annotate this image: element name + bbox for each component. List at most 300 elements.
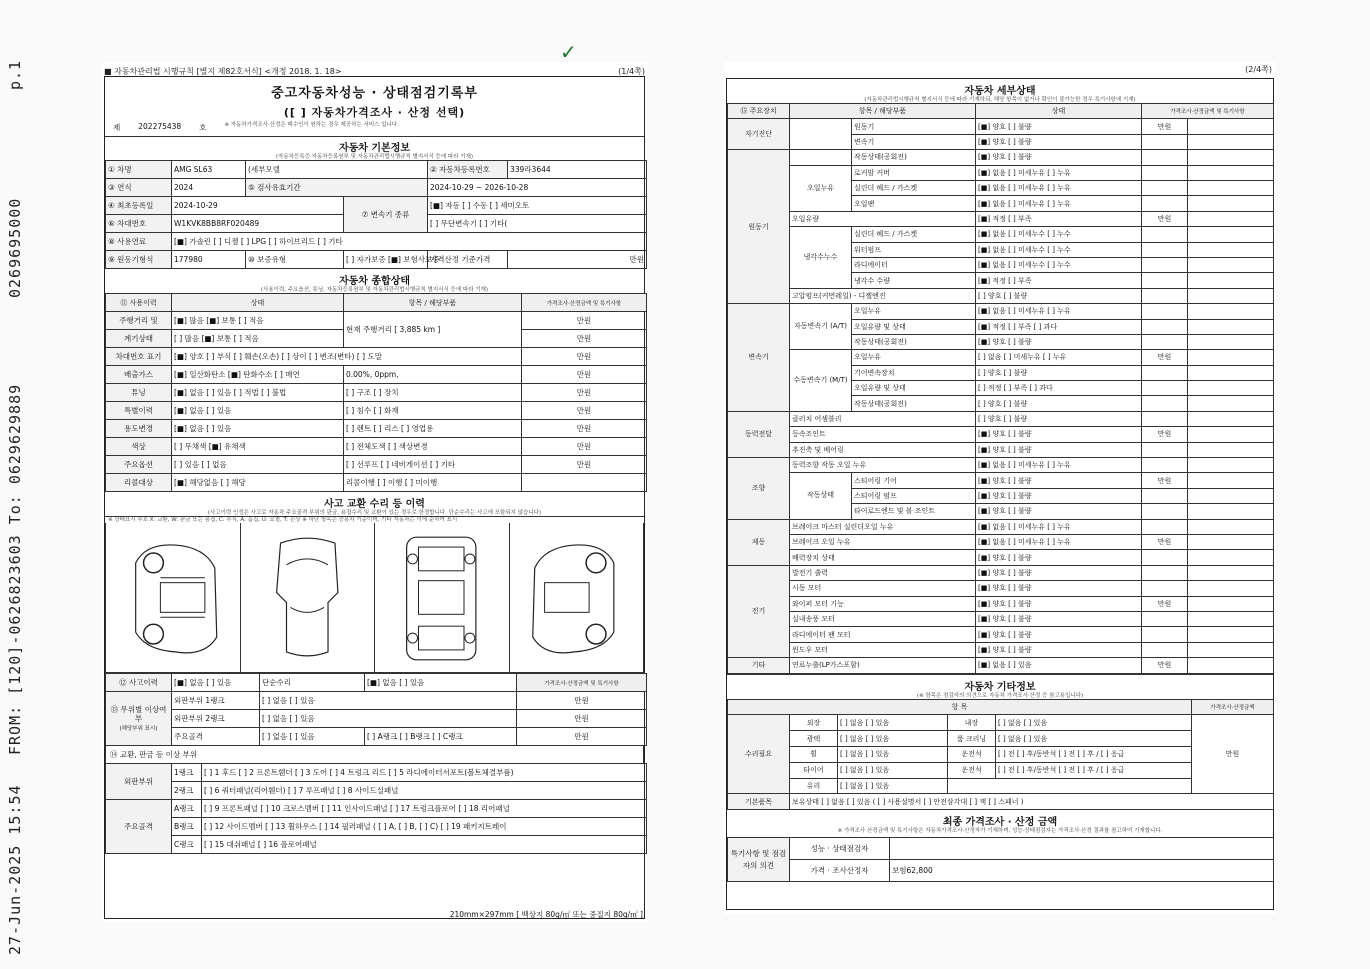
exchange-title: ⑭ 교환, 판금 등 이상 부위 [105,746,644,763]
detail-state: [■] 양호 [ ] 불량 [976,642,1142,657]
detail-table [727,103,1274,673]
final-title: 최종 가격조사 · 산정 금액 [942,817,1058,829]
car-front-view-icon [241,523,375,672]
other-header: 항 목 [728,699,1192,715]
detail-note-cell [1188,550,1274,565]
detail-unit [1142,442,1188,457]
row-item: [ ] 렌트 [ ] 리스 [ ] 영업용 [344,420,522,438]
detail-state: [■] 없음 [ ] 미세누유 [ ] 누유 [976,304,1142,319]
detail-item: 작동상태(공회전) [852,396,976,411]
detail-note-cell [1188,211,1274,226]
row-label: 용도변경 [106,420,172,438]
form-subtitle: ([ ] 자동차가격조사 · 산정 선택) [283,106,466,119]
title-block [105,77,644,133]
detail-unit [1142,381,1188,396]
exchange-group: 외판부위 [106,764,172,800]
repair-a-state: [ ] 없음 [ ] 있음 [838,778,948,794]
detail-item: 오일누유 [852,304,976,319]
detail-state: [■] 양호 [ ] 불량 [976,565,1142,580]
basic-info-title: 자동차 기본정보 [338,143,411,154]
basic-info-note: (자동차등록증·자동차등록원부 및 자동차관리법시행규칙 별지서식 등에 따라 기재) [275,154,474,160]
table-row [728,211,1274,226]
fax-from-to: FROM: [120]-0626823603 To: 0629629889 [6,383,24,755]
row-unit: 만원 [522,438,647,456]
row-label: 주요옵션 [106,456,172,474]
detail-unit [1142,181,1188,196]
detail-unit [1142,611,1188,626]
accident-history-state: [■] 없음 [ ] 있음 [172,674,260,692]
detail-state: [■] 없음 [ ] 미세누유 [ ] 누유 [976,519,1142,534]
detail-sub: 실내송풍 모터 [790,611,976,626]
opinion-row-value [890,838,1274,860]
warranty-options: [ ] 자가보증 [■] 보험사보증 [344,251,428,269]
table-row [728,565,1274,580]
detail-unit [1142,519,1188,534]
detail-group: 원동기 [728,150,790,304]
panel-rank2-unit: 만원 [517,710,647,728]
exchange-group: 주요골격 [106,800,172,854]
fax-margin [0,0,40,969]
exchange-items: [ ] 1 후드 [ ] 2 프론트휀더 [ ] 3 도어 [ ] 4 트렁크 리드 [ ] 5 라디에이터서포트(볼트체결부품) [202,764,647,782]
fuel-label: ⑧ 사용연료 [106,233,172,251]
panel-rank1-label: 외판부위 1랭크 [172,692,260,710]
table-row [728,658,1274,673]
detail-state: [■] 없음 [ ] 미세누수 [ ] 누수 [976,257,1142,272]
table-row [728,715,1274,731]
detail-unit [1142,134,1188,149]
table-row [728,519,1274,534]
exchange-items: [ ] 9 프론트패널 [ ] 10 크로스멤버 [ ] 11 인사이드패널 [ ] 17 트렁크플로어 [ ] 18 리어패널 [202,800,647,818]
repair-a-label: 광택 [790,731,838,747]
detail-sub: 동력조향 작동 오일 누유 [790,458,976,473]
row-unit: 만원 [522,366,647,384]
engine-label: ⑨ 원동기형식 [106,251,172,269]
detail-unit [1142,458,1188,473]
detail-unit [1142,581,1188,596]
detail-unit [1142,488,1188,503]
car-name-label: ① 차명 [106,161,172,179]
detail-item: 로커암 커버 [852,165,976,180]
detail-note-cell [1188,273,1274,288]
table-row [728,411,1274,426]
detail-unit: 만원 [1142,350,1188,365]
detail-item: 실린더 헤드 / 가스켓 [852,181,976,196]
detail-sub: 오일유량 [790,211,976,226]
row-label: 특별이력 [106,402,172,420]
reg-number-label: ② 자동차등록번호 [428,161,508,179]
panel-rank1-state: [ ] 없음 [ ] 있음 [260,692,517,710]
detail-sub: 브레이크 마스터 실린더오일 누유 [790,519,976,534]
detail-state: [■] 양호 [ ] 불량 [976,427,1142,442]
basic-items: 보유상태 [ ] 없음 [ ] 있음 ( [ ] 사용설명서 [ ] 안전삼각대 [ ] 잭 [ ] 스패너 ) [790,794,1274,810]
year-value: 2024 [172,179,246,197]
page-1-footer: 210mm×297mm [ 백상지 80g/㎡ 또는 중질지 80g/㎡ ] [449,910,643,919]
frame-state: [ ] 없음 [ ] 있음 [260,728,365,746]
detail-unit [1142,642,1188,657]
detail-sub: 연료누출(LP가스포함) [790,658,976,673]
detail-group: 전기 [728,565,790,657]
detail-item: 오일유량 및 상태 [852,381,976,396]
detail-header-device: ⑮ 주요장치 [728,104,790,119]
detail-state: [■] 양호 [ ] 불량 [976,611,1142,626]
detail-unit [1142,627,1188,642]
detail-unit [1142,242,1188,257]
detail-note-cell [1188,642,1274,657]
page-2 [724,62,1276,914]
table-row [106,474,647,492]
detail-note-cell [1188,427,1274,442]
detail-note-cell [1188,181,1274,196]
reg-number: 339라3644 [508,161,647,179]
detail-note-cell [1188,581,1274,596]
detail-note-cell [1188,334,1274,349]
detail-sub: 시동 모터 [790,581,976,596]
detail-group: 자기진단 [728,119,790,150]
doc-number-row [105,122,644,133]
detail-unit [1142,304,1188,319]
detail-unit [1142,411,1188,426]
repair-b-state: [ ] 없음 [ ] 있음 [996,731,1192,747]
row-label: 리콜대상 [106,474,172,492]
inspection-period-label: ⑤ 검사유효기간 [246,179,428,197]
detail-note-cell [1188,165,1274,180]
detail-unit: 만원 [1142,211,1188,226]
row-item: [ ] 구조 [ ] 장치 [344,384,522,402]
frame-label: 주요골격 [172,728,260,746]
detail-state: [■] 양호 [ ] 불량 [976,627,1142,642]
table-row [728,119,1274,134]
detail-note-cell [1188,458,1274,473]
exchange-rank: B랭크 [172,818,202,836]
detail-unit [1142,365,1188,380]
detail-state: [ ] 적정 [ ] 부족 [ ] 과다 [976,381,1142,396]
summary-header-state: 상태 [172,294,344,312]
detail-item: 기어변속장치 [852,365,976,380]
other-note: (※ 항목은 점검자의 의견으로 자동차 가격조사·산정 등 참고용입니다) [916,692,1084,699]
vin-value: W1KVK8BB8RF020489 [172,215,344,233]
accident-note: (사고이력 인정은 사고로 자동차 주요골격 부위의 판금, 용접수리 및 교환이 있는 경우로 한정합니다. 단순수리는 사고에 포함되지 않습니다) [207,510,542,517]
detail-state: [■] 양호 [ ] 불량 [976,119,1142,134]
table-row [106,800,647,818]
detail-state: [■] 없음 [ ] 미세누유 [ ] 누유 [976,196,1142,211]
page-number: (1/4쪽) [618,67,645,76]
repair-b-state: [ ] 없음 [ ] 있음 [996,715,1192,731]
detail-sub: 작동상태 [790,473,852,519]
detail-group: 동력전달 [728,411,790,457]
row-state: [■] 양호 [ ] 부식 [ ] 훼손(오손) [ ] 상이 [ ] 변조(변타) [ ] 도말 [172,348,522,366]
table-row [728,473,1274,488]
detail-unit [1142,565,1188,580]
repair-b-label: 운전석 [948,746,996,762]
form-2-body [726,78,1274,910]
detail-state: [ ] 양호 [ ] 불량 [976,288,1142,303]
detail-note-cell [1188,134,1274,149]
table-row [106,836,647,854]
inspection-period: 2024-10-29 ~ 2026-10-28 [428,179,647,197]
exchange-rank: 2랭크 [172,782,202,800]
detail-group: 기타 [728,658,790,673]
detail-note-cell [1188,627,1274,642]
detail-unit: 만원 [1142,596,1188,611]
detail-unit [1142,334,1188,349]
detail-item: 라디에이터 [852,257,976,272]
detail-note-cell [1188,288,1274,303]
first-reg-label: ④ 최초등록일 [106,197,172,215]
detail-item: 타이로드엔드 및 볼 조인트 [852,504,976,519]
detail-note-cell [1188,504,1274,519]
simple-repair-state: [■] 없음 [ ] 있음 [365,674,517,692]
accident-history-label: ⑫ 사고이력 [106,674,172,692]
opinion-table [727,837,1274,882]
detail-sub: 오일누유 [790,165,852,211]
accident-note-header: 가격조사·산정금액 및 특기사항 [517,674,647,692]
repair-a-label: 휠 [790,746,838,762]
row-label: 차대번호 표기 [106,348,172,366]
car-top-view-icon [375,523,509,672]
page-1 [102,40,647,922]
table-row [106,251,647,269]
table-row [106,197,647,215]
row-item: 0.00%, 0ppm, [344,366,522,384]
detail-note-cell [1188,411,1274,426]
repair-b-state: [ ] 전 [ ] 후/동반석 [ ] 전 [ ] 후 / [ ] 응급 [996,746,1192,762]
part-status-sub: (해당부위 표시) [119,725,158,732]
summary-header-note: 가격조사·산정금액 및 특기사항 [522,294,647,312]
form-reference: ■ 자동차관리법 시행규칙 [별지 제82호서식] <개정 2018. 1. 18> [104,67,342,76]
detail-note-cell [1188,227,1274,242]
detail-state: [■] 없음 [ ] 미세누수 [ ] 누수 [976,227,1142,242]
detail-sub [790,119,852,150]
detail-note-cell [1188,534,1274,549]
row-state: [■] 없음 [ ] 있음 [ ] 적법 [ ] 불법 [172,384,344,402]
vin-label: ⑥ 차대번호 [106,215,172,233]
fuel-options: [■] 가솔린 [ ] 디젤 [ ] LPG [ ] 하이브리드 [ ] 기타 [172,233,647,251]
detail-state: [■] 양호 [ ] 불량 [976,550,1142,565]
table-row [728,150,1274,165]
frame-rank-options: [ ] A랭크 [ ] B랭크 [ ] C랭크 [365,728,517,746]
row-unit: 만원 [522,330,647,348]
detail-note-cell [1188,304,1274,319]
doc-number: 202275438 [138,122,182,131]
detail-item: 변속기 [852,134,976,149]
car-left-view [106,523,241,672]
detail-item: 작동상태(공회전) [852,334,976,349]
table-header-row [106,294,647,312]
detail-state: [■] 적정 [ ] 부족 [976,273,1142,288]
exchange-items: [ ] 6 쿼터패널(리어휀더) [ ] 7 루프패널 [ ] 8 사이드실패널 [202,782,647,800]
detail-note-cell [1188,442,1274,457]
detail-sub: 발전기 출력 [790,565,976,580]
car-name: AMG SL63 [172,161,246,179]
table-row [728,304,1274,319]
row-unit: 만원 [522,312,647,330]
repair-group: 수리필요 [728,715,790,794]
detail-sub: 등속조인트 [790,427,976,442]
detail-note-cell [1188,119,1274,134]
detail-item: 스티어링 펌프 [852,488,976,503]
doc-number-suffix: 호 [199,123,207,132]
panel-rank2-state: [ ] 없음 [ ] 있음 [260,710,517,728]
row-label: 색상 [106,438,172,456]
detail-note-cell [1188,196,1274,211]
table-row [728,550,1274,565]
other-table [727,699,1274,811]
detail-header-item: 항목 / 해당부품 [790,104,976,119]
row-item: [ ] 전체도색 [ ] 색상변경 [344,438,522,456]
exchange-table [105,763,647,854]
row-state: [■] 일산화탄소 [■] 탄화수소 [ ] 매연 [172,366,344,384]
detail-unit [1142,550,1188,565]
detail-unit [1142,257,1188,272]
detail-item: 작동상태(공회전) [852,150,976,165]
detail-group: 변속기 [728,304,790,412]
price-unit: 만원 [508,251,647,269]
table-row [106,438,647,456]
price-label: 가격산정 기준가격 [428,251,508,269]
detail-item: 오일유량 및 상태 [852,319,976,334]
row-state: [■] 많음 [■] 보통 [ ] 적음 [172,312,344,330]
doc-note: ※ 자동차가격조사·산정은 매수인이 원하는 경우 제공하는 서비스 입니다. [224,122,399,128]
detail-unit: 만원 [1142,119,1188,134]
detail-sub: 자동변속기 (A/T) [790,304,852,350]
detail-state: [ ] 없음 [ ] 미세누유 [ ] 누유 [976,350,1142,365]
detail-state: [ ] 양호 [ ] 불량 [976,396,1142,411]
detail-note-cell [1188,365,1274,380]
table-row [106,728,647,746]
detail-sub: 수동변속기 (M/T) [790,350,852,412]
exchange-rank: 1랭크 [172,764,202,782]
accident-title: 사고 교환 수리 등 이력 [324,499,425,511]
detail-note-cell [1188,611,1274,626]
repair-a-state: [ ] 없음 [ ] 있음 [838,715,948,731]
detail-state: [■] 양호 [ ] 불량 [976,334,1142,349]
detail-state: [■] 양호 [ ] 불량 [976,134,1142,149]
table-row [728,227,1274,242]
row-unit: 만원 [522,384,647,402]
transmission-label: ⑦ 변속기 종류 [344,197,428,233]
detail-state: [■] 적정 [ ] 부족 [976,211,1142,226]
row-unit: 만원 [522,348,647,366]
summary-header-item: 항목 / 해당부품 [344,294,522,312]
detail-item: 오일팬 [852,196,976,211]
repair-a-state: [ ] 없음 [ ] 있음 [838,762,948,778]
detail-unit [1142,165,1188,180]
table-row [728,642,1274,657]
detail-unit [1142,319,1188,334]
detail-unit: 만원 [1142,534,1188,549]
detail-note-cell [1188,473,1274,488]
detail-state: [■] 없음 [ ] 미세누유 [ ] 누유 [976,534,1142,549]
detail-sub: 배력장치 상태 [790,550,976,565]
detail-note-cell [1188,150,1274,165]
detail-unit [1142,504,1188,519]
detail-item: 오일누유 [852,350,976,365]
detail-model: (세부모델 [246,161,428,179]
table-row [728,165,1274,180]
repair-empty [948,778,1192,794]
simple-repair-label: 단순수리 [260,674,365,692]
table-row [728,794,1274,810]
table-row [106,179,647,197]
row-unit: 만원 [522,456,647,474]
repair-a-label: 외장 [790,715,838,731]
frame-unit: 만원 [517,728,647,746]
detail-state: [■] 양호 [ ] 불량 [976,488,1142,503]
detail-item: 스티어링 기어 [852,473,976,488]
row-item: [ ] 침수 [ ] 화재 [344,402,522,420]
detail-header-state: 상태 [976,104,1142,119]
mileage-item: 현재 주행거리 [ 3,885 km ] [344,312,522,348]
other-title: 자동차 기타정보 [727,674,1273,693]
detail-note-cell [1188,658,1274,673]
car-right-view-icon [510,523,644,672]
panel-rank2-label: 외판부위 2랭크 [172,710,260,728]
detail-sub: 윈도우 모터 [790,642,976,657]
detail-state: [■] 양호 [ ] 불량 [976,150,1142,165]
final-note: ※ 가격조사 산정금액 및 특기사항은 자동차가격조사·산정자가 기재하며, 성능·상태점검자는 가격조사·산정 결과를 참고하여 기재합니다. [837,828,1163,835]
table-row [106,348,647,366]
basic-items-label: 기본품목 [728,794,790,810]
year-label: ③ 연식 [106,179,172,197]
summary-section [105,269,644,492]
repair-a-state: [ ] 없음 [ ] 있음 [838,731,948,747]
page-number-2: (2/4쪽) [1245,65,1272,74]
row-state: [ ] 무채색 [■] 유채색 [172,438,344,456]
detail-note-cell [1188,565,1274,580]
table-row [728,596,1274,611]
form-title: 중고자동차성능 · 상태점검기록부 [271,86,478,101]
detail-state: [■] 양호 [ ] 불량 [976,442,1142,457]
detail-state: [ ] 양호 [ ] 불량 [976,365,1142,380]
detail-sub: 라디에이터 팬 모터 [790,627,976,642]
table-row [728,458,1274,473]
accident-table [105,673,647,746]
detail-header-note: 가격조사·산정금액 및 특기사항 [1142,104,1274,119]
repair-a-state: [ ] 없음 [ ] 있음 [838,746,948,762]
detail-item: 실린더 헤드 / 가스켓 [852,227,976,242]
detail-note-cell [1188,488,1274,503]
detail-sub: 브레이크 오일 누유 [790,534,976,549]
detail-unit [1142,150,1188,165]
table-row [106,456,647,474]
detail-unit [1142,273,1188,288]
table-row [106,764,647,782]
detail-unit: 만원 [1142,427,1188,442]
detail-state: [■] 양호 [ ] 불량 [976,581,1142,596]
row-unit: 만원 [522,402,647,420]
detail-state: [■] 없음 [ ] 미세누유 [ ] 누유 [976,165,1142,180]
opinion-row-label: 가격 · 조사산정자 [790,860,890,882]
detail-sub: 고압펌프(커먼레일) - 디젤엔진 [790,288,976,303]
detail-note: (자동차관리법시행규칙 별지서식 등에 따라 기재하되, 해당 항목이 없거나 확인이 불가능한 경우 특기사항에 기재) [864,97,1136,103]
table-row [728,581,1274,596]
table-row [106,366,647,384]
table-row [106,312,647,330]
detail-group: 제동 [728,519,790,565]
first-reg-date: 2024-10-29 [172,197,344,215]
detail-unit: 만원 [1142,473,1188,488]
detail-state: [■] 양호 [ ] 불량 [976,504,1142,519]
detail-state: [■] 없음 [ ] 미세누수 [ ] 누수 [976,242,1142,257]
detail-item: 원동기 [852,119,976,134]
row-state: [■] 없음 [ ] 있음 [172,402,344,420]
car-diagram [105,523,644,673]
row-state: [■] 없음 [ ] 있음 [172,420,344,438]
table-row [106,782,647,800]
exchange-items: [ ] 15 대쉬패널 [ ] 16 플로어패널 [202,836,647,854]
detail-state: [■] 양호 [ ] 불량 [976,596,1142,611]
handwritten-check-icon: ✓ [560,40,577,64]
